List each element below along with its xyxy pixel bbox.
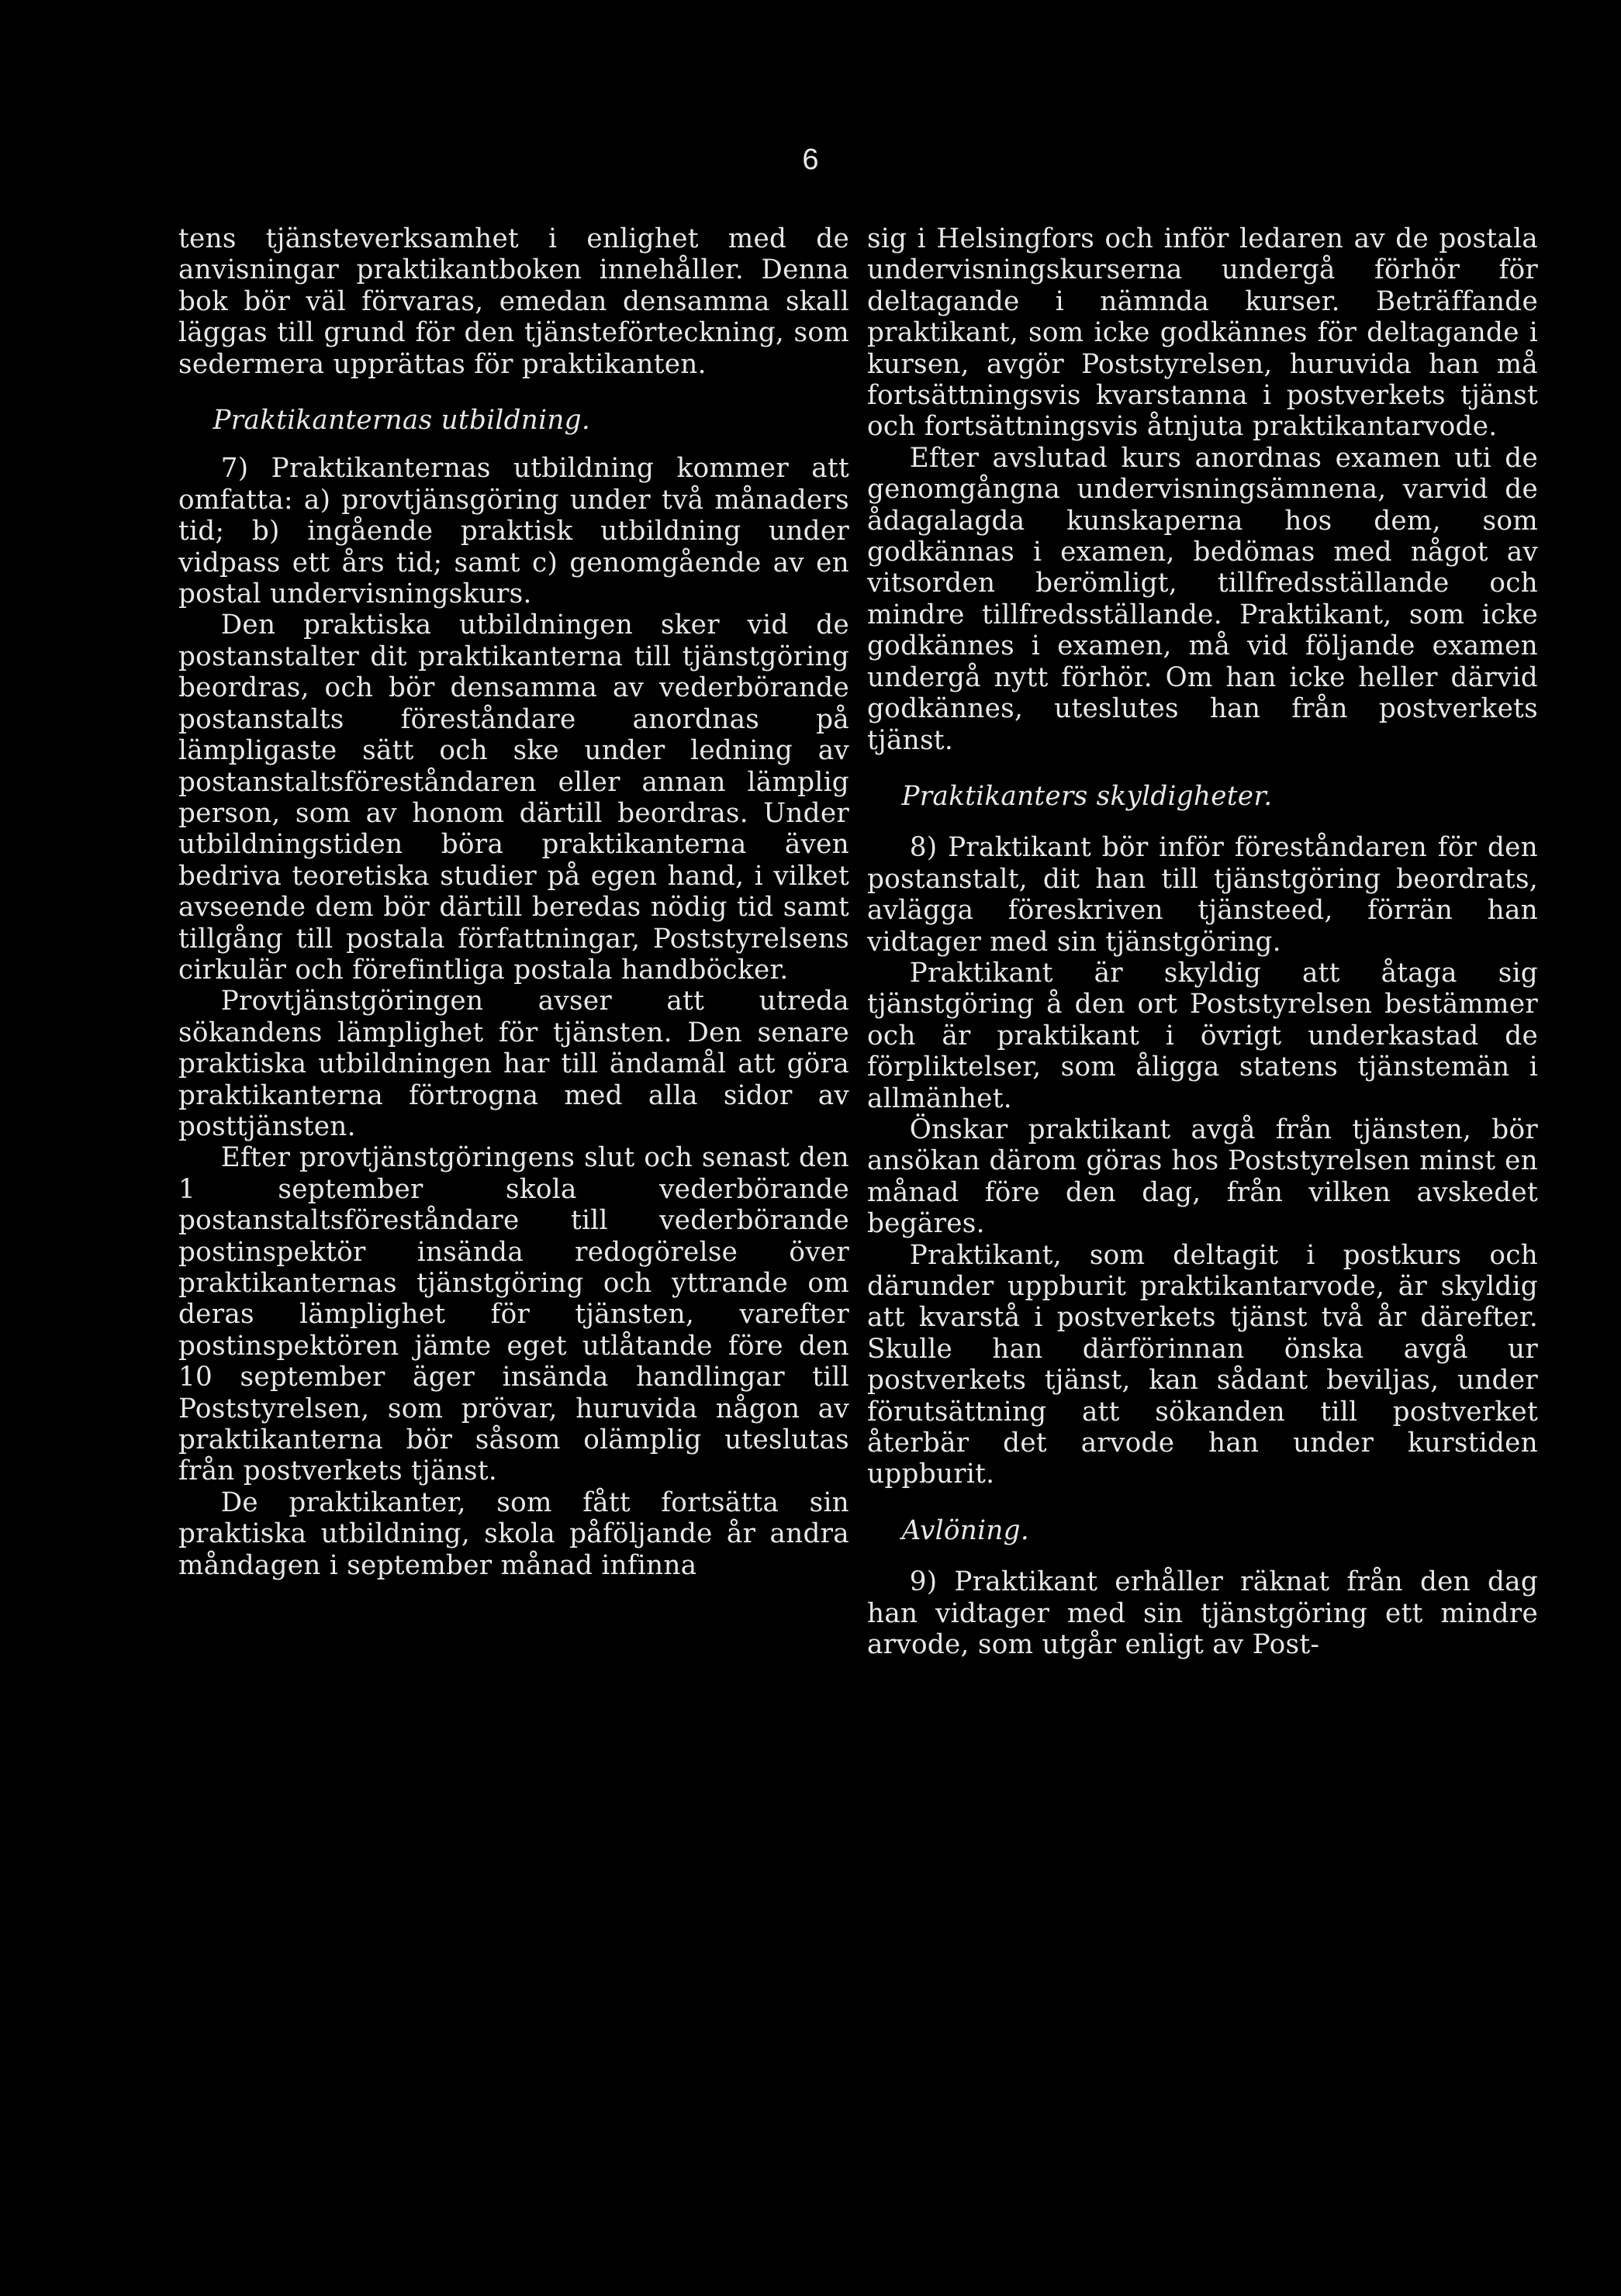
paragraph: Provtjänstgöringen avser att utreda sökandens lämplighet för tjänsten. Den senare praktiska utbildningen har till ändamål att göra praktikanterna förtrogna med alla sidor av posttjänsten.	[178, 986, 849, 1142]
section-heading: Praktikanternas utbildning.	[213, 405, 591, 437]
paragraph: 7) Praktikanternas utbildning kommer att omfatta: a) provtjänsgöring under två månaders tid; b) ingående praktisk utbildning under vidpass ett års tid; samt c) genomgående av en postal undervisningskurs.	[178, 453, 849, 610]
left-column	[178, 223, 849, 1581]
paragraph: Praktikant är skyldig att åtaga sig tjänstgöring å den ort Poststyrelsen bestämmer och är praktikant i övrigt underkastad de förpliktelser, som åligga statens tjänstemän i allmänhet.	[867, 957, 1538, 1114]
paragraph: Efter avslutad kurs anordnas examen uti de genomgångna undervisningsämnena, varvid de ådagalagda kunskaperna hos dem, som godkännas i examen, bedömas med något av vitsorden berömligt, tillfredsställande och mindre tillfredsställande. Praktikant, som icke godkännes i examen, må vid följande examen undergå nytt förhör. Om han icke heller därvid godkännes, uteslutes han från postverkets tjänst.	[867, 442, 1538, 756]
right-column	[867, 223, 1538, 1660]
section-heading: Praktikanters skyldigheter.	[901, 780, 1273, 812]
paragraph: 8) Praktikant bör inför föreståndaren för den postanstalt, dit han till tjänstgöring beordrats, avlägga föreskriven tjänsteed, förrän han vidtager med sin tjänstgöring.	[867, 832, 1538, 958]
paragraph: Praktikant, som deltagit i postkurs och därunder uppburit praktikantarvode, är skyldig att kvarstå i postverkets tjänst två år därefter. Skulle han därförinnan önska avgå ur postverkets tjänst, kan sådant beviljas, under förutsättning att sökanden till postverket återbär det arvode han under kurstiden uppburit.	[867, 1239, 1538, 1490]
paragraph: De praktikanter, som fått fortsätta sin praktiska utbildning, skola påföljande år andra måndagen i september månad infinna	[178, 1486, 849, 1581]
section-heading: Avlöning.	[901, 1514, 1030, 1546]
paragraph: Önskar praktikant avgå från tjänsten, bör ansökan därom göras hos Poststyrelsen minst en månad före den dag, från vilken avskedet begäres.	[867, 1113, 1538, 1240]
paragraph: Den praktiska utbildningen sker vid de postanstalter dit praktikanterna till tjänstgöring beordras, och bör densamma av vederbörande postanstalts föreståndare anordnas på lämpligaste sätt och ske under ledning av postanstaltsföreståndaren eller annan lämplig person, som av honom därtill beordras. Under utbildningstiden böra praktikanterna även bedriva teoretiska studier på egen hand, i vilket avseende dem bör därtill beredas nödig tid samt tillgång till postala författningar, Poststyrelsens cirkulär och förefintliga postala handböcker.	[178, 609, 849, 986]
page-number: 6	[802, 143, 819, 176]
paragraph: sig i Helsingfors och inför ledaren av de postala undervisningskurserna undergå förhör för deltagande i nämnda kurser. Beträffande praktikant, som icke godkännes för deltagande i kursen, avgör Poststyrelsen, huruvida han må fortsättningsvis kvarstanna i postverkets tjänst och fortsättningsvis åtnjuta praktikantarvode.	[867, 223, 1538, 443]
paragraph: Efter provtjänstgöringens slut och senast den 1 september skola vederbörande postanstaltsföreståndare till vederbörande postinspektör insända redogörelse över praktikanternas tjänstgöring och yttrande om deras lämplighet för tjänsten, varefter postinspektören jämte eget utlåtande före den 10 september äger insända handlingar till Poststyrelsen, som prövar, huruvida någon av praktikanterna bör såsom olämplig uteslutas från postverkets tjänst.	[178, 1142, 849, 1487]
paragraph: 9) Praktikant erhåller räknat från den dag han vidtager med sin tjänstgöring ett mindre arvode, som utgår enligt av Post-	[867, 1566, 1538, 1661]
paragraph: tens tjänsteverksamhet i enlighet med de anvisningar praktikantboken innehåller. Denna bok bör väl förvaras, emedan densamma skall läggas till grund för den tjänsteförteckning, som sedermera upprättas för praktikanten.	[178, 223, 849, 380]
